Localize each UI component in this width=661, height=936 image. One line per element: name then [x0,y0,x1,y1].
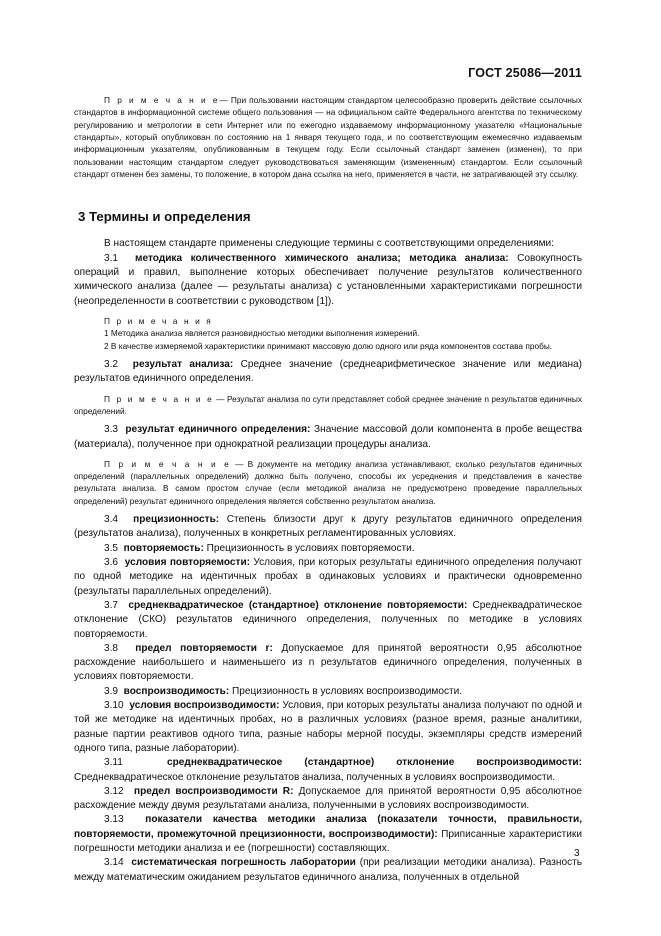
term-3-8 [74,642,582,685]
term-3-7 [74,599,582,642]
note-3-1-2: 2 В качестве измеряемой характеристики принимают массовую долю одного или ряда компонентов состава пробы. [104,340,553,351]
page-number: 3 [574,848,580,859]
term-definition: Значение массовой доли компонента в пробе вещества (материала), полученное при однократной реализации процедуры анализа. [74,424,583,450]
term-number: 3.10 [104,700,124,712]
term-number: 3.3 [104,424,119,436]
note-3-1-1: 1 Методика анализа является разновидностью методики выполнения измерений. [104,328,420,339]
term-3-5 [74,542,582,556]
term-definition: Среднее значение (среднеарифметическое значение или медиана) результатов единичного определения. [74,358,582,385]
term-definition: Прецизионность в условиях повторяемости. [203,542,415,554]
note-text: — Результат анализа по сути представляет собой среднее значение n результатов единичных определений. [74,393,582,416]
term-number: 3.4 [104,514,119,526]
note-3-2 [74,393,582,418]
term-name: условия воспроизводимости: [129,700,280,712]
section-heading: 3 Термины и определения [78,209,251,225]
notes-3-1-label [74,315,582,327]
term-3-1 [74,252,582,309]
term-3-10 [74,699,582,756]
term-definition: Условия, при которых результаты единичного определения получают по одной методике на идентичных пробах в одинаковых условиях и практически одновременно (результаты параллельных определений). [74,557,583,597]
term-number: 3.1 [104,252,119,264]
term-name: методика количественного химического анализа; методика анализа: [135,252,509,264]
note-text: — При пользовании настоящим стандартом целесообразно проверить действие ссылочных стандартов в информационной системе общего пользования — на официальном сайте Федерального агентства по техническому регулированию и метрологии в сети Интернет или по ежегодно издаваемому информационному указателю «Национальные стандарты», который опубликован по состоянию на 1 января текущего года, и по соответствующим ежемесячно издаваемым информационным указателям, опубликованным в текущем году. Если ссылочный стандарт заменен (изменен), то при пользовании настоящим стандартом следует руководствоваться заменяющим (измененным) стандартом. Если ссылочный стандарт отменен без замены, то положение, в котором дана ссылка на него, применяется в части, не затрагивающей эту ссылку. [74,95,582,180]
term-number: 3.14 [104,857,124,869]
term-number: 3.13 [104,814,124,826]
term-3-13 [74,813,582,856]
term-definition: Допускаемое для принятой вероятности 0,95 абсолютное расхождение между двумя результатами анализа, полученными в условиях воспроизводимости. [74,785,582,812]
term-number: 3.6 [104,557,119,569]
term-number: 3.12 [104,785,124,797]
note-text: — В документе на методику анализа устанавливают, сколько результатов единичных определений (параллельных определений) должно быть получено, способы их усреднения и представления в качестве результата анализа. В самом простом случае (если методикой анализа не предусмотрено проведение параллельных определений) результат единичного определения является собственно результатом анализа. [74,458,583,506]
note-label: П р и м е ч а н и е [104,393,214,404]
term-3-14 [74,856,582,885]
term-definition: Приписанные характеристики погрешности методики анализа и ее (погрешности) составляющих. [74,828,582,854]
note-3-3 [74,458,582,507]
term-3-11 [74,756,582,785]
term-name: результат анализа: [132,358,234,370]
term-definition: Совокупность операций и правил, выполнение которых обеспечивает получение результатов количественного химического анализа (далее — результаты анализа) с установленными характеристиками погрешности (неопределенности в соответствии с руководством [1]). [74,252,583,307]
term-name: предел повторяемости r: [135,642,273,654]
term-number: 3.11 [104,757,123,769]
term-3-2 [74,358,582,387]
term-name: условия повторяемости: [124,557,251,569]
document-code: ГОСТ 25086—2011 [468,66,582,80]
note-label: П р и м е ч а н и е [104,95,220,105]
term-3-4 [74,513,582,542]
term-name: среднеквадратическое (стандартное) отклонение воспроизводимости: [167,757,582,769]
term-number: 3.2 [104,358,119,370]
term-number: 3.7 [104,599,119,611]
term-number: 3.8 [104,642,119,654]
term-name: результат единичного определения: [125,424,311,436]
term-3-6 [74,556,582,599]
term-name: воспроизводимость: [123,685,230,697]
term-number: 3.9 [104,685,119,697]
term-name: предел воспроизводимости R: [133,785,294,797]
note-label: П р и м е ч а н и е [104,458,231,469]
term-3-12 [74,785,582,814]
term-definition: (при реализации методики анализа). Разность между математическим ожиданием результатов единичного анализа, полученных в отдельной [74,857,582,883]
term-3-9 [74,685,582,699]
term-name: систематическая погрешность лаборатории [131,857,356,869]
term-name: показатели качества методики анализа (показатели точности, правильности, повторяемости, промежуточной прецизионности, воспроизводимости): [74,814,582,840]
term-3-3 [74,423,582,452]
term-definition: Степень близости друг к другу результатов единичного определения (результатов анализа), полученных в конкретных регламентированных условиях. [74,514,583,540]
intro-note [74,94,582,180]
section-intro: В настоящем стандарте применены следующие термины с соответствующими определениями: [104,238,554,250]
term-name: повторяемость: [123,542,204,554]
term-definition: Прецизионность в условиях воспроизводимости. [229,685,463,697]
term-number: 3.5 [104,542,119,554]
page-content [74,94,582,885]
note-label: П р и м е ч а н и я [104,315,213,326]
term-definition: Среднеквадратическое отклонение (СКО) результатов единичного определения, полученных по методике в условиях повторяемости. [74,599,583,640]
term-definition: Среднеквадратическое отклонение результатов анализа, полученных в условиях воспроизводимости. [74,771,556,783]
term-definition: Условия, при которых результаты анализа получают по одной и той же методике на идентичных пробах, но в различных условиях (разное время, разные аналитики, разные партии реактивов одного типа, разные наборы мерной посуды, экземпляры средств измерений одного типа, разные лаборатории). [74,700,583,754]
term-name: среднеквадратическое (стандартное) отклонение повторяемости: [128,599,468,611]
term-definition: Допускаемое для принятой вероятности 0,95 абсолютное расхождение наибольшего и наименьшего из n результатов единичного определения, полученных в условиях повторяемости. [74,642,583,683]
term-name: прецизионность: [133,514,220,526]
